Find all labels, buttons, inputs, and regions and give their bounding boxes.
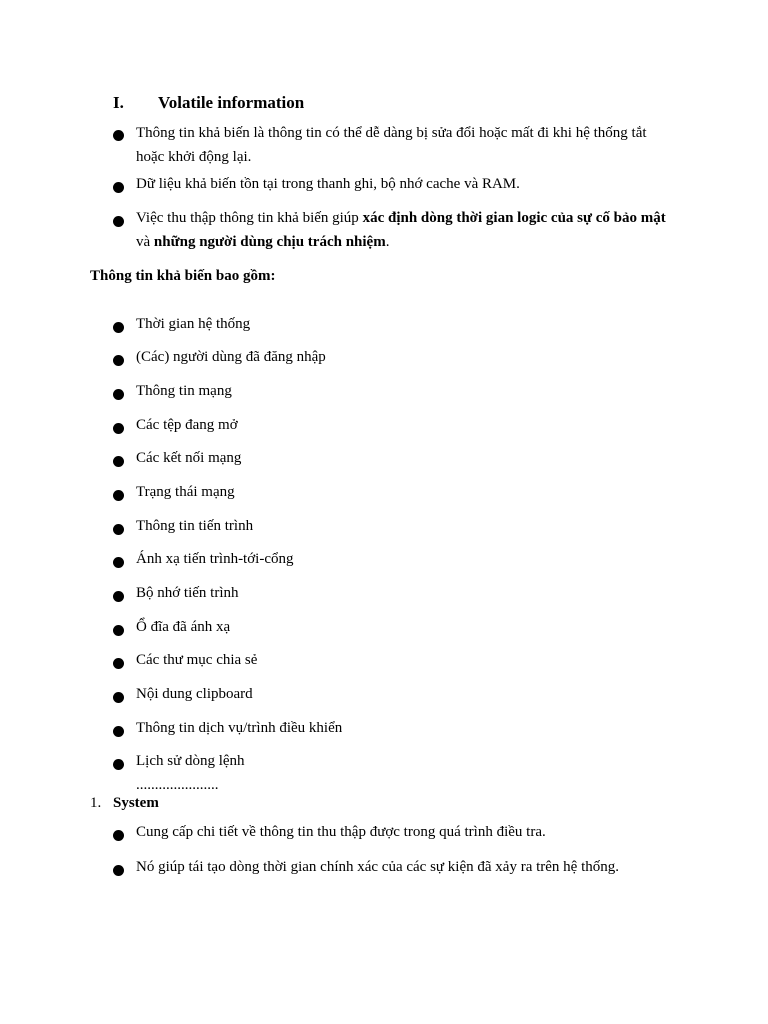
bullet-text: Việc thu thập thông tin khả biến giúp xyxy=(136,210,363,226)
bullet-icon xyxy=(113,213,127,227)
list-item: Trạng thái mạng xyxy=(136,484,235,500)
bullet-icon xyxy=(113,622,127,636)
bullet-icon xyxy=(113,487,127,501)
system-bullet: Cung cấp chi tiết về thông tin thu thập được trong quá trình điều tra. xyxy=(136,824,546,840)
system-bullet: Nó giúp tái tạo dòng thời gian chính xác của các sự kiện đã xảy ra trên hệ thống. xyxy=(136,859,619,875)
list-item: Các tệp đang mở xyxy=(136,417,238,433)
top-bullet-3 xyxy=(136,206,676,254)
bullet-icon xyxy=(113,756,127,770)
section-title: Volatile information xyxy=(158,93,305,112)
subsection-number: 1. xyxy=(90,795,102,811)
list-item: Các thư mục chia sẻ xyxy=(136,652,258,668)
list-intro: Thông tin khả biến bao gồm: xyxy=(90,268,276,284)
list-item: Bộ nhớ tiến trình xyxy=(136,585,239,601)
bullet-icon xyxy=(113,179,127,193)
bullet-icon xyxy=(113,689,127,703)
top-bullet-2 xyxy=(136,172,676,196)
bullet-text: và xyxy=(136,234,154,250)
list-item: Thông tin tiến trình xyxy=(136,518,254,534)
list-item: Thời gian hệ thống xyxy=(136,316,251,332)
bullet-icon xyxy=(113,588,127,602)
list-item: Thông tin dịch vụ/trình điều khiển xyxy=(136,720,343,736)
list-item: Lịch sử dòng lệnh xyxy=(136,753,245,769)
list-item: Các kết nối mạng xyxy=(136,450,242,466)
bullet-icon xyxy=(113,827,127,841)
bullet-icon xyxy=(113,453,127,467)
bullet-icon xyxy=(113,386,127,400)
top-bullet-1 xyxy=(136,121,676,169)
section-number: I. xyxy=(113,93,124,112)
bullet-text: . xyxy=(385,234,390,250)
bullet-text: Dữ liệu khả biến tồn tại trong thanh ghi, bộ nhớ cache và RAM. xyxy=(136,176,520,192)
bullet-icon xyxy=(113,655,127,669)
list-item: Ổ đĩa đã ánh xạ xyxy=(136,619,231,635)
bullet-icon xyxy=(113,352,127,366)
bullet-icon xyxy=(113,862,127,876)
list-item: (Các) người dùng đã đăng nhập xyxy=(136,349,326,365)
subsection-title: System xyxy=(113,795,159,811)
bullet-icon xyxy=(113,127,127,141)
list-item: Ánh xạ tiến trình-tới-cổng xyxy=(136,551,294,567)
bullet-icon xyxy=(113,554,127,568)
ellipsis-line: ...................... xyxy=(136,777,219,793)
bullet-text: Thông tin khả biến là thông tin có thể dễ dàng bị sửa đổi hoặc mất đi khi hệ thống tắt hoặc khởi động lại. xyxy=(136,125,647,165)
bullet-icon xyxy=(113,420,127,434)
bullet-icon xyxy=(113,521,127,535)
bullet-text-bold: xác định dòng thời gian logic của sự cố bảo mật xyxy=(362,210,666,226)
bullet-icon xyxy=(113,319,127,333)
bullet-text-bold: những người dùng chịu trách nhiệm xyxy=(153,234,386,250)
list-item: Thông tin mạng xyxy=(136,383,232,399)
bullet-icon xyxy=(113,723,127,737)
list-item: Nội dung clipboard xyxy=(136,686,253,702)
